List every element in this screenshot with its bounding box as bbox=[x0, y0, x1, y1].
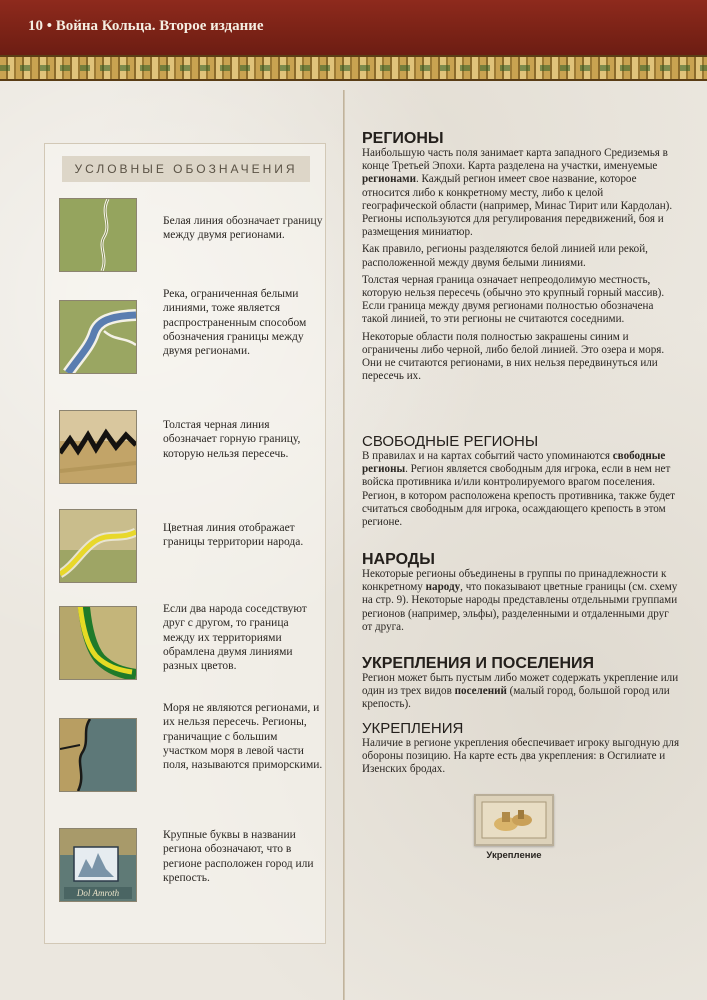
paragraph: Наибольшую часть поля занимает карта западного Средиземья в конце Третьей Эпохи. Карта разделена на участки, именуемые регионами. Каждый регион имеет свое название, которое относится либо к конкретному месту, либо к целой географической области (например, Минас Тирит или Кардолан). Регионы используются для регулирования передвижений, боя и размещения миниатюр. bbox=[362, 147, 673, 239]
city-region-map-icon bbox=[59, 828, 137, 902]
section-fortifications bbox=[362, 720, 680, 781]
section-heading: РЕГИОНЫ bbox=[362, 130, 444, 147]
section-free-regions bbox=[362, 433, 680, 533]
legend-item-text: Толстая черная линия обозначает горную границу, которую нельзя пересечь. bbox=[163, 419, 301, 460]
decorative-border bbox=[0, 55, 707, 81]
fortification-image bbox=[474, 794, 554, 846]
nation-border-map-icon bbox=[59, 509, 137, 583]
section-heading: НАРОДЫ bbox=[362, 551, 435, 568]
river-border-map-icon bbox=[59, 300, 137, 374]
column-divider bbox=[343, 90, 345, 1000]
paragraph: Регион может быть пустым либо может содержать укрепление или один из трех видов поселений (малый город, большой город или крепость). bbox=[362, 672, 679, 711]
paragraph: В правилах и на картах событий часто упоминаются свободные регионы. Регион является свободным для игрока, если в нем нет войска противника и/или контролируемого врагом поселения. Регион, в котором расположена крепость противника, также будет считаться свободным для игрока, осаждающего крепость в этом регионе. bbox=[362, 450, 675, 529]
section-heading: УКРЕПЛЕНИЯ bbox=[362, 720, 464, 737]
legend-title: УСЛОВНЫЕ ОБОЗНАЧЕНИЯ bbox=[62, 156, 310, 182]
paragraph: Как правило, регионы разделяются белой линией или рекой, расположенной между двумя белыми линиями. bbox=[362, 243, 648, 269]
mountain-border-map-icon bbox=[59, 410, 137, 484]
page-header bbox=[0, 0, 707, 55]
legend-item-text: Если два народа соседствуют друг с другом, то граница между их территориями обрамлена двумя линиями разных цветов. bbox=[163, 603, 307, 673]
legend-item-text: Цветная линия отображает границы территории народа. bbox=[163, 522, 304, 549]
legend-box bbox=[44, 143, 326, 944]
section-heading: УКРЕПЛЕНИЯ И ПОСЕЛЕНИЯ bbox=[362, 655, 595, 672]
paragraph: Наличие в регионе укрепления обеспечивает игроку выгодную для обороны позицию. На карте есть два укрепления: в Осгилиате и Изенских бродах. bbox=[362, 737, 680, 776]
section-nations bbox=[362, 551, 680, 638]
section-heading: СВОБОДНЫЕ РЕГИОНЫ bbox=[362, 433, 539, 450]
page-title: 10 • Война Кольца. Второе издание bbox=[28, 18, 264, 34]
legend-item-text: Белая линия обозначает границу между двумя регионами. bbox=[163, 215, 323, 242]
paragraph: Некоторые регионы объединены в группы по принадлежности к конкретному народу, что показывают цветные границы (см. схему на стр. 9). Некоторые народы представлены отдельными группами регионов (например, эльфы), разделенными и отдаленными друг от друга. bbox=[362, 568, 678, 633]
legend-item-text: Крупные буквы в названии региона обозначают, что в регионе расположен город или крепость. bbox=[163, 829, 314, 884]
section-regions bbox=[362, 130, 680, 387]
fortification-caption: Укрепление bbox=[486, 850, 542, 861]
legend-item-text: Река, ограниченная белыми линиями, тоже является распространенным способом обозначения границы между двумя регионами. bbox=[163, 288, 307, 358]
sea-map-icon bbox=[59, 718, 137, 792]
legend-item-text: Моря не являются регионами, и их нельзя пересечь. Регионы, граничащие с большим участком моря в левой части поля, называются приморскими. bbox=[163, 702, 323, 772]
paragraph: Толстая черная граница означает непреодолимую местность, которую нельзя пересечь (обычно это крупный горный массив). Если граница между двумя регионами полностью обозначена такой линией, то эти регионы не считаются соседними. bbox=[362, 273, 665, 326]
white-border-map-icon bbox=[59, 198, 137, 272]
two-nations-border-map-icon bbox=[59, 606, 137, 680]
paragraph: Некоторые области поля полностью закрашены синим и ограничены либо черной, либо белой линией. Это озера и моря. Они не считаются регионами, в них нельзя передвинуться или пересечь их. bbox=[362, 330, 665, 383]
section-strongholds bbox=[362, 655, 680, 716]
svg-text:Dol Amroth: Dol Amroth bbox=[76, 888, 120, 898]
